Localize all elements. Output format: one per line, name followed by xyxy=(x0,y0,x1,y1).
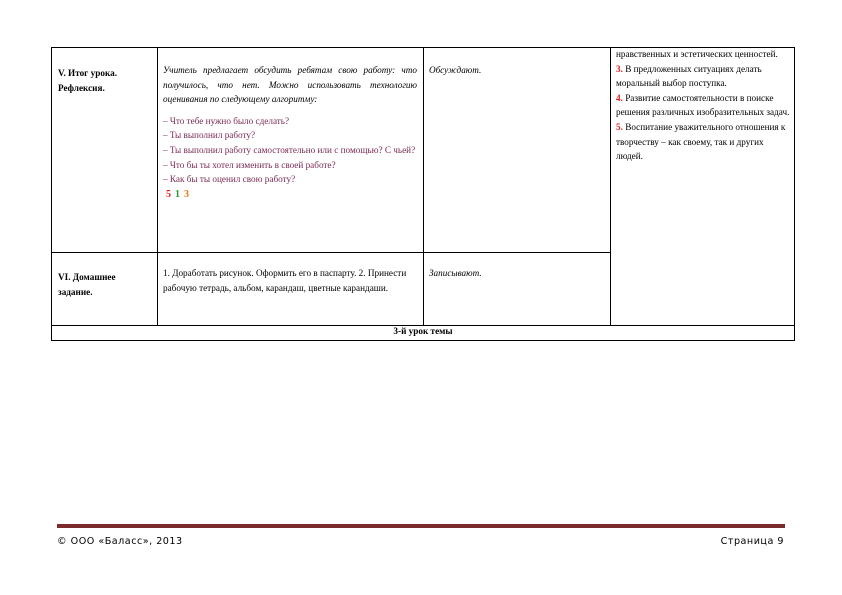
goal-4: 4. Развитие самостоятельности в поиске решения различных изобразительных задач. xyxy=(616,92,790,118)
goal-5: 5. Воспитание уважительного отношения к творчеству – как своему, так и других людей. xyxy=(616,121,786,162)
lesson-table xyxy=(51,47,795,341)
footer-divider xyxy=(57,524,785,528)
footer-page-number: Страница 9 xyxy=(720,536,784,547)
question-2: – Ты выполнил работу? xyxy=(163,130,256,141)
stage-summary: V. Итог урока. Рефлексия. xyxy=(58,68,117,93)
question-4: – Что бы ты хотел изменить в своей работе? xyxy=(163,159,336,170)
goal-3: 3. В предложенных ситуациях делать моральный выбор поступка. xyxy=(616,63,762,89)
question-5: – Как бы ты оценил свою работу? xyxy=(163,174,296,185)
rating-1: 1 xyxy=(175,188,181,200)
row-divider-1 xyxy=(52,252,610,253)
stage-homework: VI. Домашнее задание. xyxy=(58,272,116,297)
goals-cell xyxy=(616,47,790,164)
rating-5: 5 xyxy=(166,188,172,200)
question-1: – Что тебе нужно было сделать? xyxy=(163,115,290,126)
section-title: 3-й урок темы xyxy=(393,326,453,336)
rating-3: 3 xyxy=(184,188,190,200)
teacher-summary-cell xyxy=(163,63,417,202)
question-list xyxy=(163,114,417,187)
col-divider-3 xyxy=(610,48,611,325)
col-divider-1 xyxy=(157,48,158,325)
teacher-intro: Учитель предлагает обсудить ребятам свою работу: что получилось, что нет. Можно использовать технологию оценивания по следующему алгоритму: xyxy=(163,65,417,105)
goal-continuation: нравственных и эстетических ценностей. xyxy=(616,49,778,59)
teacher-homework: 1. Доработать рисунок. Оформить его в паспарту. 2. Принести рабочую тетрадь, альбом, карандаш, цветные карандаши. xyxy=(163,268,407,293)
footer-copyright: © ООО «Баласс», 2013 xyxy=(57,536,183,547)
col-divider-2 xyxy=(423,48,424,325)
students-homework: Записывают. xyxy=(429,268,482,278)
rating-marks xyxy=(163,187,417,203)
students-summary: Обсуждают. xyxy=(429,65,482,75)
question-3: – Ты выполнил работу самостоятельно или с помощью? С чьей? xyxy=(163,144,416,155)
